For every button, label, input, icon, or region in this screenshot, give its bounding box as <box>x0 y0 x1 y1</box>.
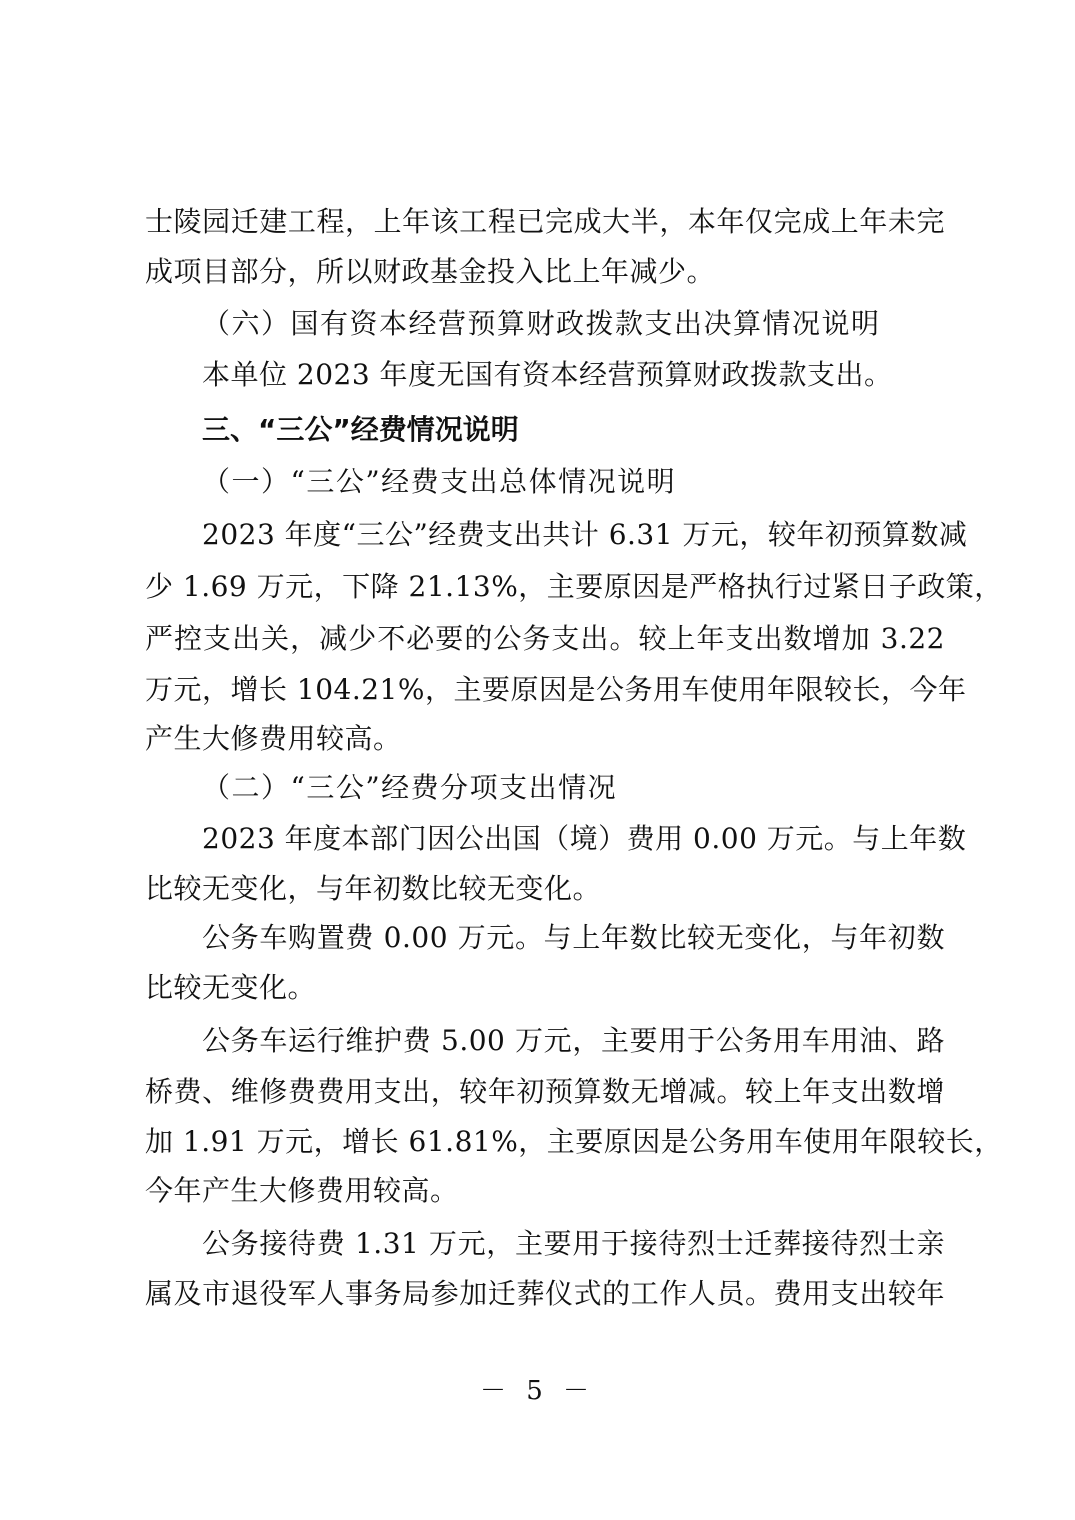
text-line: 2023 年度本部门因公出国（境）费用 0.00 万元。与上年数 <box>202 822 967 855</box>
text-line: 属及市退役军人事务局参加迁葬仪式的工作人员。费用支出较年 <box>145 1277 945 1310</box>
text-line: 产生大修费用较高。 <box>145 722 402 755</box>
text-line: 万元，增长 104.21%，主要原因是公务用车使用年限较长，今年 <box>145 673 967 706</box>
text-line: 少 1.69 万元，下降 21.13%，主要原因是严格执行过紧日子政策， <box>145 570 1003 603</box>
text-line: 成项目部分，所以财政基金投入比上年减少。 <box>145 255 716 288</box>
text-line: 加 1.91 万元，增长 61.81%，主要原因是公务用车使用年限较长， <box>145 1125 1003 1158</box>
text-line: 公务接待费 1.31 万元，主要用于接待烈士迁葬接待烈士亲 <box>202 1227 945 1260</box>
text-line: 士陵园迁建工程，上年该工程已完成大半，本年仅完成上年未完 <box>145 205 945 238</box>
text-line: 比较无变化。 <box>145 971 317 1004</box>
subsection-heading-2: （二）“三公”经费分项支出情况 <box>202 771 618 804</box>
subsection-heading-1: （一）“三公”经费支出总体情况说明 <box>202 465 677 498</box>
text-line: 比较无变化，与年初数比较无变化。 <box>145 872 602 905</box>
page-number: － 5 － <box>479 1376 596 1406</box>
text-line: 公务车运行维护费 5.00 万元，主要用于公务用车用油、路 <box>202 1024 945 1057</box>
text-line: 严控支出关，减少不必要的公务支出。较上年支出数增加 3.22 <box>145 622 945 655</box>
text-line: 今年产生大修费用较高。 <box>145 1174 459 1207</box>
text-line: 公务车购置费 0.00 万元。与上年数比较无变化，与年初数 <box>202 921 945 954</box>
section-heading-3: 三、“三公”经费情况说明 <box>202 413 519 446</box>
text-line: 本单位 2023 年度无国有资本经营预算财政拨款支出。 <box>202 358 893 391</box>
subsection-heading-6: （六）国有资本经营预算财政拨款支出决算情况说明 <box>202 307 881 340</box>
text-line: 桥费、维修费费用支出，较年初预算数无增减。较上年支出数增 <box>145 1075 945 1108</box>
text-line: 2023 年度“三公”经费支出共计 6.31 万元，较年初预算数减 <box>202 518 968 551</box>
